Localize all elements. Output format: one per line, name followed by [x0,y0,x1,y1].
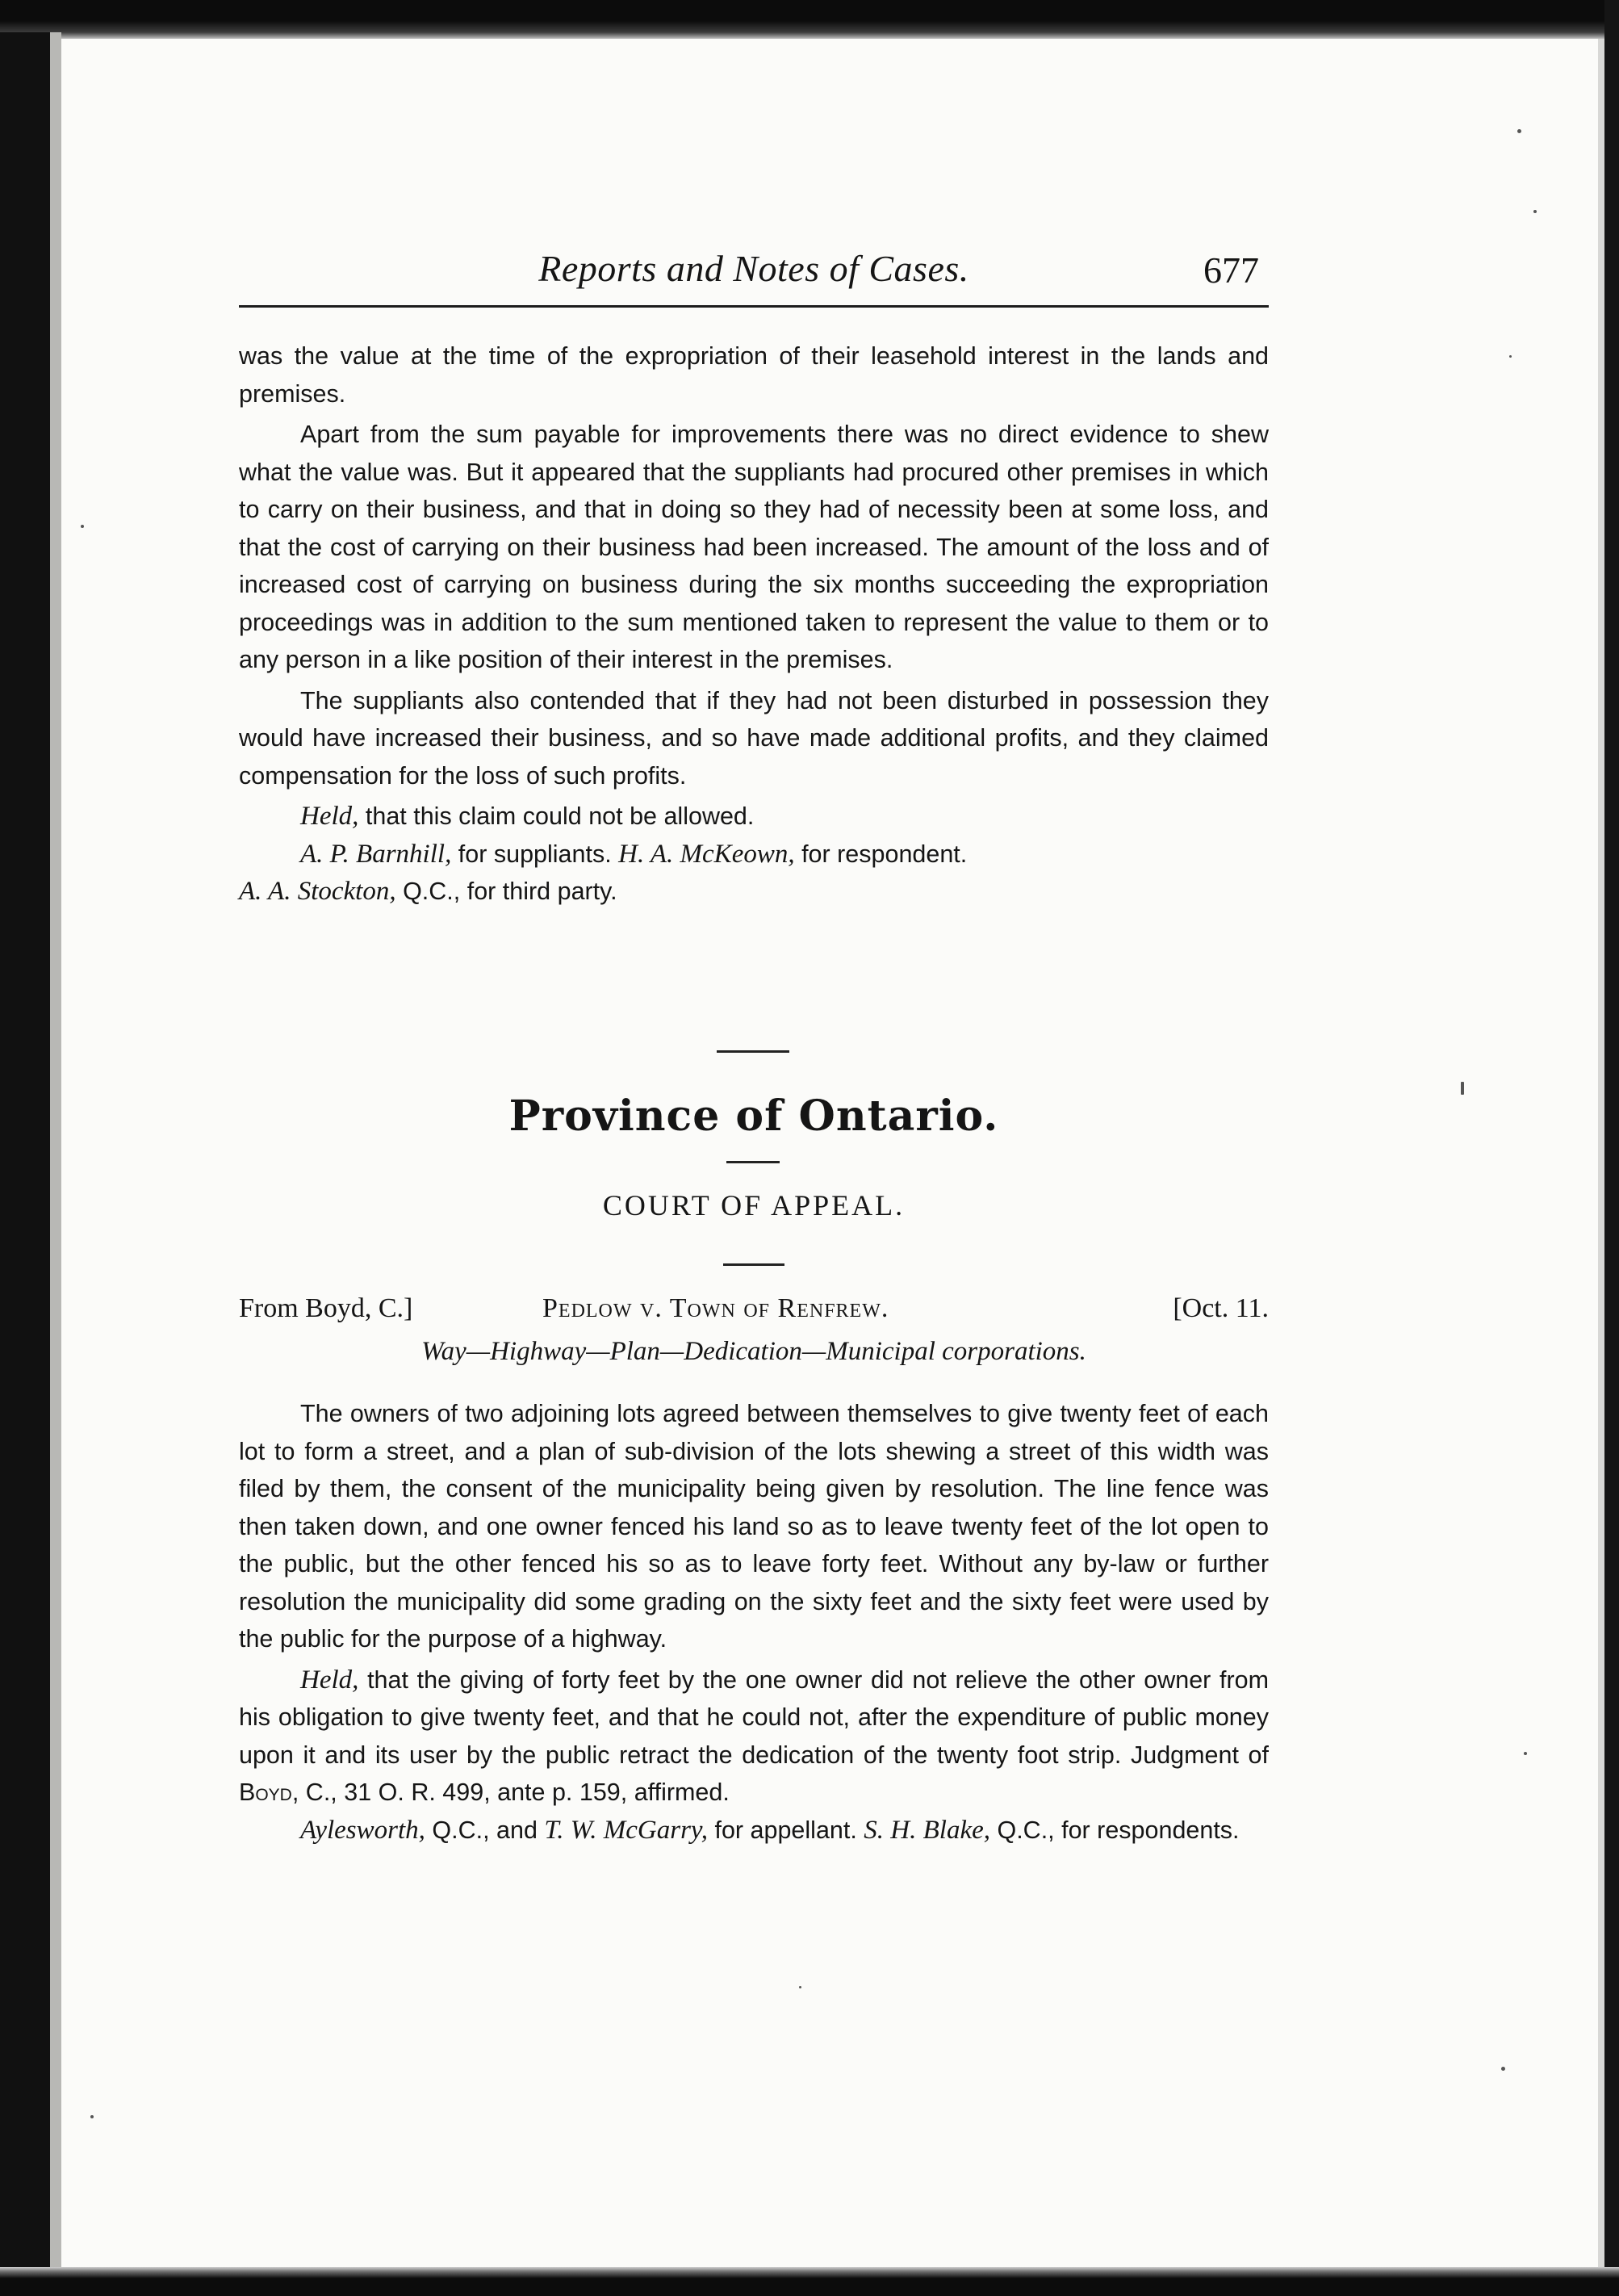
previous-case-paragraph: was the value at the time of the expropriation of their leasehold interest in the lands and premises. [239,342,1269,408]
case-header [239,1293,1269,1330]
judge-name: Boyd [239,1779,292,1806]
previous-case-text [239,337,1269,911]
counsel-role: for respondent. [794,840,968,868]
previous-case-paragraph: Apart from the sum payable for improvements there was no direct evidence to shew what the value was. But it appeared that the suppliants had procured other premises in which to carry on their business, and that in doing so they had of necessity been at some loss, and that the cost of carrying on their business had been increased. The amount of the loss and of increased cost of carrying on business during the six months succeeding the expropriation proceedings was in addition to the sum mentioned taken to represent the value to them or to any person in a like position of their interest in the premises. [239,421,1269,673]
counsel-role: for suppliants. [451,840,619,868]
held-text: that this claim could not be allowed. [358,802,755,830]
case-holding [239,1661,1269,1812]
scan-speckle [1509,355,1512,358]
running-head-title: Reports and Notes of Cases. [538,248,969,289]
scan-speckle [1524,1752,1527,1755]
scan-speckle [1533,210,1537,213]
held-text: , C., 31 O. R. 499, ante p. 159, affirmed. [291,1779,730,1806]
page-content [239,234,1269,1845]
section-divider [717,1050,789,1053]
counsel-name: A. A. Stockton, [239,877,396,906]
counsel-role: for appellant. [708,1816,864,1844]
scan-speckle [1501,2067,1505,2071]
scan-border-right [1604,0,1619,2296]
counsel-name: Aylesworth, [300,1815,425,1845]
case-name: Pedlow v. Town of Renfrew. [542,1293,889,1323]
scan-speckle [1517,129,1521,133]
scan-speckle [799,1986,801,1988]
counsel-name: T. W. McGarry, [544,1815,708,1845]
case-paragraph: The owners of two adjoining lots agreed between themselves to give twenty feet of each lot to form a street, and a plan of sub-division of the lots shewing a street of this width was filed by them, the consent of the municipality being given by resolution. The line fence was then taken down, and one owner fenced his land so as to leave twenty feet of the lot open to the public, but the other fenced his so as to leave forty feet. Without any by-law or further resolution the municipality did some grading on the sixty feet and the sixty feet were used by the public for the purpose of a highway. [239,1400,1269,1653]
scan-speckle [90,2115,94,2118]
counsel-line [239,1812,1269,1850]
section-divider [726,1161,780,1163]
held-text: that the giving of forty feet by the one owner did not relieve the other owner from his obligation to give twenty feet, and that he could not, after the expenditure of public money upon it and its user by the public retract the dedication of the twenty foot strip. Judgment of [239,1665,1269,1769]
running-head [239,234,1269,304]
scan-border-bottom [0,2267,1619,2296]
held-label: Held, [300,1665,359,1695]
scan-border-left [0,32,50,2296]
counsel-name: H. A. McKeown, [618,839,795,869]
section-divider [723,1263,784,1266]
case-date: [Oct. 11. [1173,1293,1269,1323]
counsel-line [239,873,1269,911]
province-title: Province of Ontario. [508,1091,999,1141]
page-number: 677 [1203,249,1259,291]
held-label: Held, [300,802,359,831]
scan-speckle [1461,1082,1464,1095]
counsel-name: S. H. Blake, [864,1815,990,1845]
previous-case-holding [239,798,1269,836]
counsel-role: Q.C., and [425,1816,545,1844]
case-catchwords: Way—Highway—Plan—Dedication—Municipal corporations. [421,1337,1086,1366]
scan-speckle [81,525,84,528]
scan-border-left-shadow [50,32,61,2296]
counsel-name: A. P. Barnhill, [300,839,452,869]
counsel-role: Q.C., for third party. [395,878,617,905]
running-head-rule [239,305,1269,308]
case-text [239,1395,1269,1849]
counsel-line [239,836,1269,874]
scan-border-top [0,0,1619,39]
counsel-role: Q.C., for respondents. [990,1816,1240,1844]
previous-case-paragraph: The suppliants also contended that if they had not been disturbed in possession they would have increased their business, and so have made additional profits, and they claimed compensation for the loss of such profits. [239,686,1269,790]
case-lower-court: From Boyd, C.] [239,1293,413,1323]
scan-border-right-shadow [1598,39,1604,2296]
court-title: COURT OF APPEAL. [602,1189,906,1221]
